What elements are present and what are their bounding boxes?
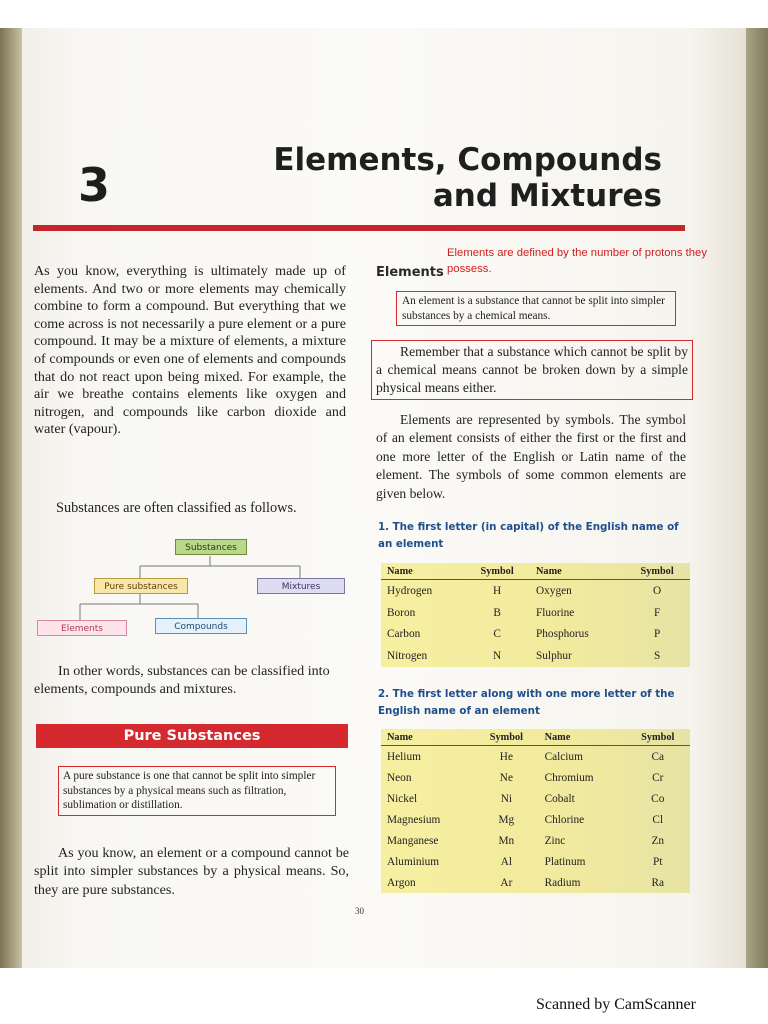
element-name: Magnesium <box>387 813 441 826</box>
table-row <box>381 580 690 602</box>
element-name: Calcium <box>544 750 583 763</box>
table-row <box>381 851 690 872</box>
element-name: Carbon <box>387 628 421 641</box>
chapter-number: 3 <box>78 158 111 212</box>
element-name: Argon <box>387 876 416 889</box>
symbols-table-1 <box>381 563 690 667</box>
element-name: Cobalt <box>544 792 575 805</box>
element-symbol: Cl <box>652 813 664 826</box>
table-row <box>381 872 690 893</box>
table-row <box>381 645 690 667</box>
elements-heading: Elements <box>376 265 444 280</box>
element-name: Phosphorus <box>536 628 589 641</box>
table-row <box>381 788 690 809</box>
table-row <box>381 830 690 851</box>
element-symbol: H <box>493 584 502 597</box>
in-other-words-paragraph <box>34 662 346 698</box>
table-row <box>381 809 690 830</box>
element-symbol: N <box>493 650 502 663</box>
element-name: Hydrogen <box>387 584 433 597</box>
table-row <box>381 746 690 768</box>
pure-substance-definition: A pure substance is one that cannot be split into simpler substances by a physical means such as filtration, sublimation or distillation. <box>58 766 336 816</box>
element-symbol: Ne <box>499 771 513 784</box>
symbols-table-2 <box>381 729 690 893</box>
column-header: Symbol <box>464 563 530 580</box>
scanner-footer: Scanned by CamScanner <box>536 996 696 1013</box>
element-name: Chlorine <box>544 813 585 826</box>
chapter-title <box>273 142 662 214</box>
element-name: Nitrogen <box>387 650 428 663</box>
element-name: Fluorine <box>536 606 575 619</box>
element-symbol: C <box>493 628 501 641</box>
column-header: Symbol <box>626 729 690 746</box>
element-symbol: Pt <box>653 855 663 868</box>
element-name: Manganese <box>387 834 439 847</box>
tree-node-substances: Substances <box>175 539 247 555</box>
title-rule <box>33 225 685 231</box>
table-row <box>381 602 690 624</box>
tree-node-mixtures: Mixtures <box>257 578 345 594</box>
column-header: Name <box>381 563 464 580</box>
element-symbol: S <box>653 650 661 663</box>
element-name: Nickel <box>387 792 418 805</box>
intro-text: As you know, everything is ultimately made up of elements. And two or more elements may chemically combine to form a compound. But everything that we come across is not necessarily a pure element or a pure compound. It may be a mixture of elements, a mixture of compounds or even one of elements and compounds that do not react upon being mixed. For example, the air we breathe contains elements like oxygen and nitrogen, and compounds like carbon dioxide and water (vapour). <box>34 263 346 438</box>
table-row <box>381 767 690 788</box>
table-header-row <box>381 729 690 746</box>
pure-substances-heading: Pure Substances <box>36 724 348 748</box>
symbols-paragraph: Elements are represented by symbols. The symbol of an element consists of either the first or the first and one more letter of the English or Latin name of the element. The symbols of some common elements are given below. <box>376 412 686 501</box>
element-symbol: B <box>493 606 501 619</box>
page-number: 30 <box>355 906 364 916</box>
element-symbol: Mg <box>498 813 515 826</box>
column-header: Name <box>539 729 626 746</box>
remember-note: Remember that a substance which cannot be split by a chemical means cannot be broken down by a simple physical means either. <box>371 340 693 400</box>
intro-paragraph <box>34 263 346 439</box>
pure-substances-paragraph: As you know, an element or a compound cannot be split into simpler substances by a physical means. So, they are pure substances. <box>34 845 349 898</box>
element-symbol: Co <box>651 792 665 805</box>
column-header: Name <box>381 729 474 746</box>
element-symbol: P <box>653 628 661 641</box>
in-other-words-text: In other words, substances can be classified into elements, compounds and mixtures. <box>34 663 330 697</box>
element-symbol: Zn <box>651 834 665 847</box>
tree-node-compounds: Compounds <box>155 618 247 634</box>
column-header: Symbol <box>474 729 538 746</box>
table2-caption: 2. The first letter along with one more letter of the English name of an element <box>378 688 675 717</box>
table1-caption: 1. The first letter (in capital) of the English name of an element <box>378 521 679 550</box>
page-edge <box>746 28 768 968</box>
element-name: Neon <box>387 771 412 784</box>
chapter-title-line1: Elements, Compounds <box>273 142 662 178</box>
element-name: Oxygen <box>536 584 572 597</box>
tree-node-pure-substances: Pure substances <box>94 578 188 594</box>
element-name: Helium <box>387 750 421 763</box>
element-name: Zinc <box>544 834 566 847</box>
element-symbol: Ni <box>500 792 513 805</box>
classification-tree <box>34 536 354 642</box>
element-symbol: Ra <box>651 876 665 889</box>
book-spine <box>0 28 22 968</box>
classified-intro: Substances are often classified as follows. <box>56 500 297 516</box>
tree-node-elements: Elements <box>37 620 127 636</box>
element-symbol: He <box>499 750 513 763</box>
element-symbol: Cr <box>652 771 664 784</box>
column-header: Symbol <box>624 563 690 580</box>
element-symbol: Mn <box>498 834 515 847</box>
table-row <box>381 624 690 646</box>
element-name: Sulphur <box>536 650 572 663</box>
element-name: Radium <box>544 876 581 889</box>
chapter-title-line2: and Mixtures <box>432 178 662 214</box>
element-name: Boron <box>387 606 416 619</box>
column-header: Name <box>530 563 624 580</box>
element-symbol: Ar <box>500 876 513 889</box>
element-definition: An element is a substance that cannot be split into simpler substances by a chemical means. <box>396 291 676 326</box>
element-symbol: F <box>653 606 661 619</box>
element-name: Chromium <box>544 771 594 784</box>
element-name: Aluminium <box>387 855 440 868</box>
element-symbol: O <box>653 584 662 597</box>
handwritten-annotation: Elements are defined by the number of protons they possess. <box>447 247 707 275</box>
table-header-row <box>381 563 690 580</box>
element-symbol: Al <box>500 855 513 868</box>
element-name: Platinum <box>544 855 586 868</box>
element-symbol: Ca <box>651 750 665 763</box>
